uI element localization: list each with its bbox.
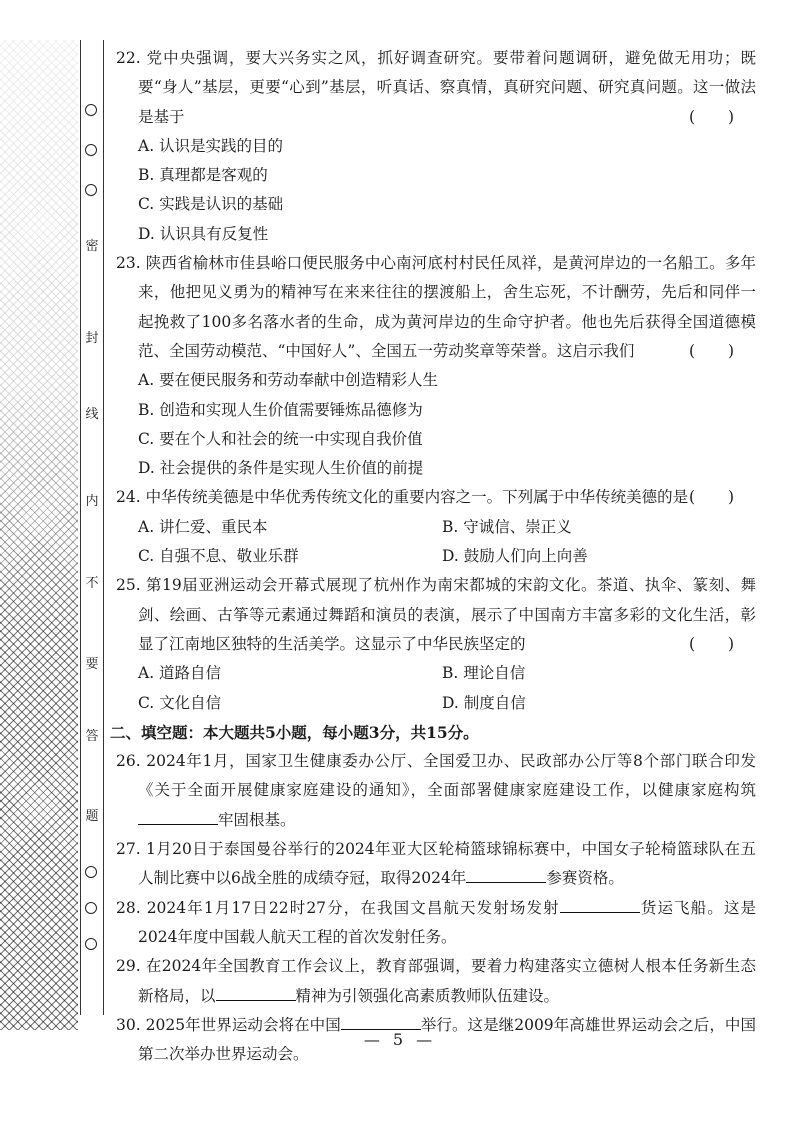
option-b: B. 理论自信 [442,664,526,683]
exam-content [110,44,756,1069]
answer-blank[interactable] [560,898,640,913]
binding-circle-icon [85,866,97,878]
binding-char: 题 [81,810,103,824]
option-c: C. 文化自信 [138,693,222,712]
binding-char: 密 [81,240,103,254]
answer-blank[interactable] [341,1015,421,1030]
question-23 [116,249,756,483]
option-d: D. 认识具有反复性 [138,224,269,243]
fill-question-28 [116,894,756,953]
binding-char: 封 [81,332,103,346]
fill-text-after: 参赛资格。 [546,869,624,888]
fill-text-before: 30. 2025年世界运动会将在中国 [116,1015,341,1034]
answer-paren: ( ) [688,341,748,360]
question-22 [116,44,756,249]
fill-text-after: 举行。这是继2009年高雄世界运动会之后，中国第二次举办世界运动会。 [138,1015,756,1064]
option-d: D. 制度自信 [442,693,526,712]
answer-paren: ( ) [688,107,748,126]
fill-question-26 [116,747,756,835]
binding-char: 不 [81,577,103,591]
option-d: D. 鼓励人们向上向善 [442,547,588,566]
option-c: C. 自强不息、敬业乐群 [138,547,299,566]
answer-paren: ( ) [688,634,748,653]
question-text: 23. 陕西省榆林市佳县峪口便民服务中心南河底村村民任凤祥，是黄河岸边的一名船工。多年来，他把见义勇为的精神写在来来往往的摆渡船上，舍生忘死，不计酬劳，先后和同伴一起挽救了100多名落水者的生命，成为黄河岸边的生命守护者。他也先后获得全国道德模范、全国劳动模范、“中国好人”、全国五一劳动奖章等荣誉。这启示我们 [116,254,756,360]
option-a: A. 道路自信 [138,664,222,683]
fill-text-after: 牢固根基。 [218,810,296,829]
binding-crosshatch-pattern [0,40,78,1030]
binding-char: 线 [81,408,103,422]
option-a: A. 认识是实践的目的 [138,136,284,155]
binding-strip [80,40,104,1015]
fill-text-before: 29. 在2024年全国教育工作会议上，教育部强调，要着力构建落实立德树人根本任务新生态新格局，以 [116,957,756,1005]
question-24 [116,483,756,571]
binding-char: 答 [81,730,103,744]
fill-question-29 [116,952,756,1011]
fill-text-before: 28. 2024年1月17日22时27分，在我国文昌航天发射场发射 [116,898,560,917]
binding-circle-icon [85,184,97,196]
binding-circle-icon [85,144,97,156]
fill-question-27 [116,835,756,894]
question-text: 22. 党中央强调，要大兴务实之风，抓好调查研究。要带着问题调研，避免做无用功；既要“身人”基层，更要“心到”基层，听真话、察真情，真研究问题、研究真问题。这一做法是基于 [116,49,756,126]
option-a: A. 讲仁爱、重民本 [138,517,268,536]
option-c: C. 实践是认识的基础 [138,195,284,214]
question-text: 24. 中华传统美德是中华优秀传统文化的重要内容之一。下列属于中华传统美德的是 [116,488,689,507]
option-b: B. 创造和实现人生价值需要锤炼品德修为 [138,400,423,419]
question-text: 25. 第19届亚洲运动会开幕式展现了杭州作为南宋都城的宋韵文化。茶道、执伞、篆刻、舞剑、绘画、古筝等元素通过舞蹈和演员的表演，展示了中国南方丰富多彩的文化生活，彰显了江南地区独特的生活美学。这显示了中华民族坚定的 [116,576,756,653]
option-c: C. 要在个人和社会的统一中实现自我价值 [138,429,423,448]
fill-text-after: 货运飞船。这是2024年度中国载人航天工程的首次发射任务。 [138,898,756,946]
answer-blank[interactable] [466,868,546,883]
option-d: D. 社会提供的条件是实现人生价值的前提 [138,459,424,478]
option-b: B. 守诚信、崇正义 [442,517,572,536]
answer-paren: ( ) [688,488,748,507]
question-25 [116,571,756,717]
answer-blank[interactable] [138,810,218,825]
binding-circle-icon [85,938,97,950]
binding-char: 要 [81,658,103,672]
binding-circle-icon [85,902,97,914]
option-b: B. 真理都是客观的 [138,166,268,185]
answer-blank[interactable] [216,986,296,1001]
fill-text-before: 26. 2024年1月，国家卫生健康委办公厅、全国爱卫办、民政部办公厅等8个部门联合印发《关于全面开展健康家庭建设的通知》，全面部署健康家庭建设工作，以健康家庭构筑 [116,752,756,800]
binding-circle-icon [85,104,97,116]
option-a: A. 要在便民服务和劳动奉献中创造精彩人生 [138,371,439,390]
fill-text-before: 27. 1月20日于泰国曼谷举行的2024年亚大区轮椅篮球锦标赛中，中国女子轮椅篮球队在五人制比赛中以6战全胜的成绩夺冠，取得2024年 [116,840,756,888]
binding-char: 内 [81,495,103,509]
page-number: — 5 — [363,1030,437,1049]
fill-text-after: 精神为引领强化高素质教师队伍建设。 [295,986,560,1005]
section-heading: 二、填空题：本大题共5小题，每小题3分，共15分。 [110,722,479,742]
